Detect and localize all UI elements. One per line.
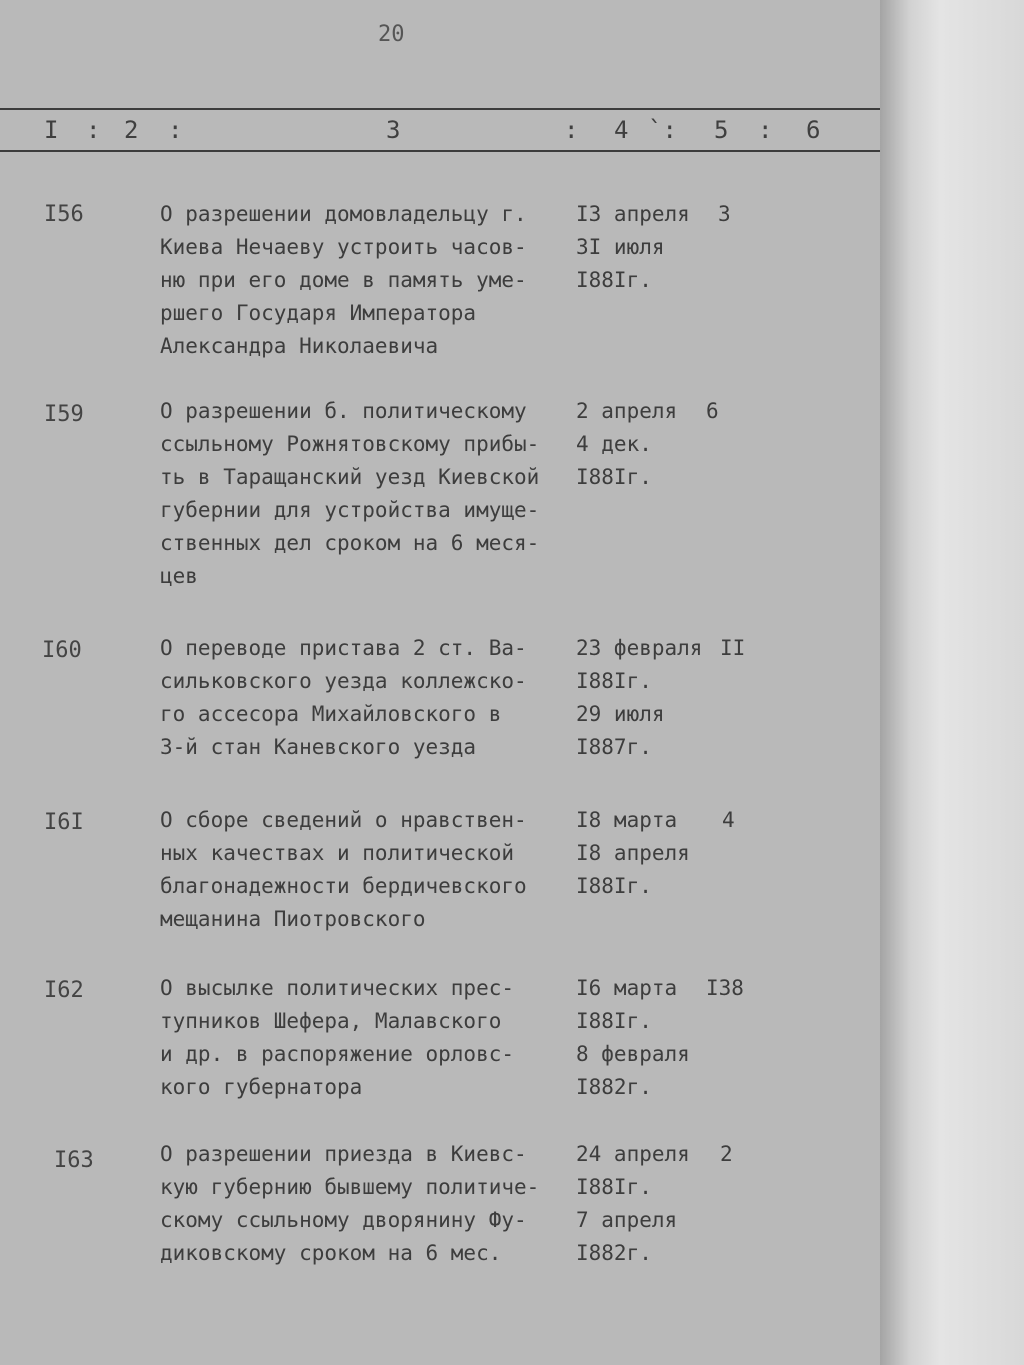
description-line: го ассесора Михайловского в: [160, 702, 502, 726]
description-line: сильковского уезда коллежско-: [160, 669, 527, 693]
date-line: I887г.: [576, 735, 652, 759]
date-line: I8 марта: [576, 808, 678, 832]
entry-sheet-count: 4: [722, 808, 735, 832]
page-edge-shadow: [880, 0, 1024, 1365]
description-line: ственных дел сроком на 6 меся-: [160, 531, 540, 555]
date-line: 3I июля: [576, 235, 665, 259]
description-line: тупников Шефера, Малавского: [160, 1009, 502, 1033]
entry-dates: [576, 198, 716, 297]
description-line: О высылке политических прес-: [160, 976, 515, 1000]
description-line: ршего Государя Императора: [160, 301, 477, 325]
header-bottom-rule: [0, 150, 888, 152]
entry-number: I59: [44, 402, 84, 427]
date-line: 4 дек.: [576, 432, 652, 456]
entry-number: I6I: [44, 810, 84, 835]
date-line: I88Iг.: [576, 669, 652, 693]
date-line: I3 апреля: [576, 202, 690, 226]
date-line: I8 апреля: [576, 841, 690, 865]
description-line: ссыльному Рожнятовскому прибы-: [160, 432, 540, 456]
description-line: О переводе пристава 2 ст. Ва-: [160, 636, 527, 660]
description-line: и др. в распоряжение орловс-: [160, 1042, 515, 1066]
entry-sheet-count: 3: [718, 202, 731, 226]
column-separator-2: :: [168, 116, 183, 144]
column-header-3: 3: [386, 116, 401, 144]
entry-sheet-count: I38: [706, 976, 744, 1000]
description-line: мещанина Пиотровского: [160, 907, 426, 931]
description-line: губернии для устройства имуще-: [160, 498, 540, 522]
entry-description: [160, 972, 570, 1104]
column-separator-5: :: [758, 116, 773, 144]
description-line: ню при его доме в память уме-: [160, 268, 527, 292]
entry-number: I62: [44, 978, 84, 1003]
date-line: 24 апреля: [576, 1142, 690, 1166]
description-line: О разрешении приезда в Киевс-: [160, 1142, 527, 1166]
column-header-5: 5: [714, 116, 729, 144]
column-header-4: 4: [614, 116, 629, 144]
column-header-2: 2: [124, 116, 139, 144]
description-line: кого губернатора: [160, 1075, 363, 1099]
date-line: 2 апреля: [576, 399, 678, 423]
description-line: О разрешении домовладельцу г.: [160, 202, 527, 226]
entry-number: I63: [54, 1148, 94, 1173]
date-line: I882г.: [576, 1075, 652, 1099]
description-line: Киева Нечаеву устроить часов-: [160, 235, 527, 259]
description-line: диковскому сроком на 6 мес.: [160, 1241, 502, 1265]
entry-dates: [576, 804, 716, 903]
entry-description: [160, 198, 570, 363]
date-line: I88Iг.: [576, 465, 652, 489]
description-line: благонадежности бердичевского: [160, 874, 527, 898]
date-line: 23 февраля: [576, 636, 703, 660]
page-number: 20: [378, 22, 405, 47]
entry-number: I60: [42, 638, 82, 663]
date-line: 7 апреля: [576, 1208, 678, 1232]
date-line: 29 июля: [576, 702, 665, 726]
column-header-1: I: [44, 116, 59, 144]
column-separator-1: :: [86, 116, 101, 144]
entry-dates: [576, 972, 716, 1104]
column-separator-4: `:: [648, 116, 677, 144]
description-line: О сборе сведений о нравствен-: [160, 808, 527, 832]
entry-sheet-count: 2: [720, 1142, 733, 1166]
entry-description: [160, 632, 570, 764]
description-line: О разрешении б. политическому: [160, 399, 527, 423]
entry-dates: [576, 632, 716, 764]
column-separator-3: :: [564, 116, 579, 144]
date-line: 8 февраля: [576, 1042, 690, 1066]
date-line: I88Iг.: [576, 268, 652, 292]
date-line: I88Iг.: [576, 1175, 652, 1199]
date-line: I882г.: [576, 1241, 652, 1265]
entry-dates: [576, 1138, 716, 1270]
date-line: I88Iг.: [576, 874, 652, 898]
entry-description: [160, 1138, 570, 1270]
entry-description: [160, 804, 570, 936]
description-line: ных качествах и политической: [160, 841, 515, 865]
description-line: Александра Николаевича: [160, 334, 439, 358]
entry-sheet-count: 6: [706, 399, 719, 423]
header-top-rule: [0, 108, 888, 110]
description-line: ть в Таращанский уезд Киевской: [160, 465, 540, 489]
description-line: скому ссыльному дворянину Фу-: [160, 1208, 527, 1232]
date-line: I6 марта: [576, 976, 678, 1000]
entry-description: [160, 395, 570, 593]
description-line: кую губернию бывшему политиче-: [160, 1175, 540, 1199]
entry-dates: [576, 395, 716, 494]
date-line: I88Iг.: [576, 1009, 652, 1033]
description-line: цев: [160, 564, 198, 588]
entry-number: I56: [44, 202, 84, 227]
column-header-6: 6: [806, 116, 821, 144]
description-line: 3-й стан Каневского уезда: [160, 735, 477, 759]
entry-sheet-count: II: [720, 636, 746, 660]
